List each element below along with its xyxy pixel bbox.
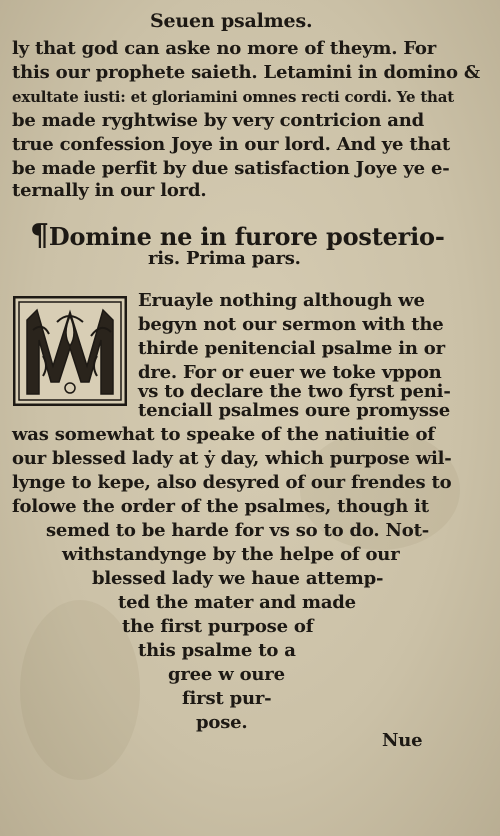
text-line: gree w oure [168, 664, 285, 685]
text-line: the first purpose of [122, 616, 314, 637]
text-line: this our prophete saieth. Letamini in domino & [12, 62, 480, 83]
text-line: be made perfit by due satisfaction Joye ye e- [12, 158, 450, 179]
text-line: this psalme to a [138, 640, 296, 661]
text-line: ted the mater and made [118, 592, 356, 613]
text-line: pose. [196, 712, 248, 733]
section-title-line-1: Domine ne in furore posterio- [48, 222, 445, 251]
text-line: true confession Joye in our lord. And ye that [12, 134, 450, 155]
text-line: ternally in our lord. [12, 180, 207, 201]
text-line: vs to declare the two fyrst peni- [138, 381, 451, 402]
text-line: dre. For or euer we toke vppon [138, 362, 442, 383]
section-title-line-2: ris. Prima pars. [148, 248, 301, 269]
text-line: withstandynge by the helpe of our [62, 544, 400, 565]
text-line: first pur- [182, 688, 272, 709]
catchword: Nue [382, 730, 423, 751]
text-line: be made ryghtwise by very contricion and [12, 110, 425, 131]
text-line: our blessed lady at ẏ day, which purpose wil- [12, 448, 452, 469]
text-line: lynge to kepe, also desyred of our frendes to [12, 472, 452, 493]
text-line: folowe the order of the psalmes, though it [12, 496, 429, 517]
text-line: exultate iusti: et gloriamini omnes recti cordi. Ye that [12, 88, 455, 106]
text-line: ly that god can aske no more of theym. For [12, 38, 437, 59]
text-line: begyn not our sermon with the [138, 314, 444, 335]
text-line: tenciall psalmes oure promysse [138, 400, 450, 421]
running-head: Seuen psalmes. [150, 10, 313, 32]
text-line: was somewhat to speake of the natiuitie of [12, 424, 435, 445]
text-line: semed to be harde for vs so to do. Not- [46, 520, 429, 541]
text-line: thirde penitencial psalme in or [138, 338, 445, 359]
decorated-initial-icon [13, 296, 127, 406]
text-line: blessed lady we haue attemp- [92, 568, 384, 589]
section-title [30, 218, 445, 253]
pilcrow-icon: ¶ [30, 218, 49, 253]
text-line: Eruayle nothing although we [138, 290, 425, 311]
